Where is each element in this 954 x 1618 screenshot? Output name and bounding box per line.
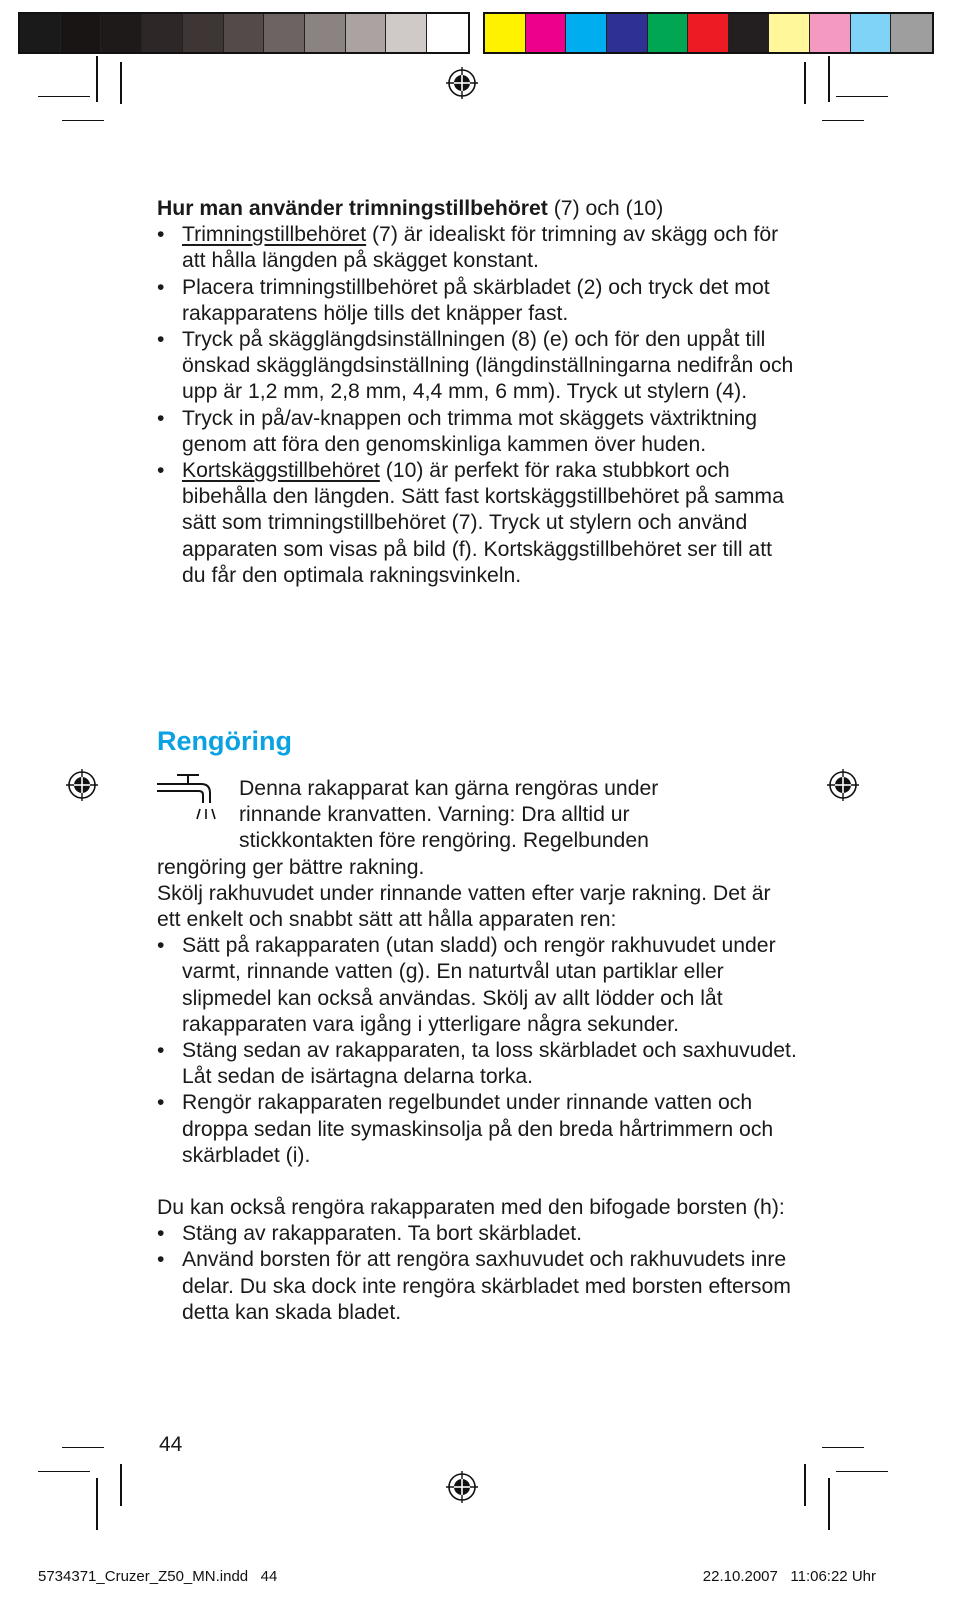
intro-line: rinnande kranvatten. Varning: Dra alltid ur bbox=[239, 803, 630, 827]
color-swatch bbox=[810, 14, 851, 52]
list-item: • Tryck på skägglängdsinställningen (8) (e) och för den uppåt till önskad skägglängdsinställning (längdinställningarna nedifrån och upp är 1,2 mm, 2,8 mm, 4,4 mm, 6 mm). Tryck ut stylern (4). bbox=[157, 327, 797, 406]
footer-file-info: 5734371_Cruzer_Z50_MN.indd 44 bbox=[38, 1568, 278, 1585]
crop-mark bbox=[38, 96, 90, 97]
trimmer-heading: Hur man använder trimningstillbehöret (7) och (10) bbox=[157, 197, 664, 220]
list-item: • Använd borsten för att rengöra saxhuvudet och rakhuvudets inre delar. Du ska dock inte rengöra skärbladet med borsten eftersom detta kan skada bladet. bbox=[157, 1247, 797, 1326]
color-swatch bbox=[386, 14, 427, 52]
trimmer-list bbox=[157, 222, 797, 589]
list-item: • Placera trimningstillbehöret på skärbladet (2) och tryck det mot rakapparatens hölje tills det knäpper fast. bbox=[157, 275, 797, 327]
list-item: • Stäng sedan av rakapparaten, ta loss skärbladet och saxhuvudet. Låt sedan de isärtagna delarna torka. bbox=[157, 1038, 797, 1090]
paragraph: Skölj rakhuvudet under rinnande vatten efter varje rakning. Det är ett enkelt och snabbt sätt att hålla apparaten ren: bbox=[157, 881, 771, 932]
cleaning-list bbox=[157, 933, 797, 1169]
crop-mark bbox=[828, 56, 830, 102]
crop-mark bbox=[828, 1478, 830, 1530]
list-item: • Stäng av rakapparaten. Ta bort skärbladet. bbox=[157, 1221, 797, 1247]
trimmer-section bbox=[157, 196, 797, 589]
registration-mark-icon bbox=[826, 768, 860, 802]
intro-line: stickkontakten före rengöring. Regelbunden bbox=[239, 829, 649, 853]
crop-mark bbox=[836, 96, 888, 97]
crop-mark bbox=[38, 1471, 90, 1472]
paragraph: Du kan också rengöra rakapparaten med den bifogade borsten (h): bbox=[157, 1196, 785, 1220]
intro-line: Denna rakapparat kan gärna rengöras under bbox=[239, 777, 659, 800]
list-item: • Rengör rakapparaten regelbundet under rinnande vatten och droppa sedan lite symaskinsolja på den breda hårtrimmern och skärbladet (i). bbox=[157, 1090, 797, 1169]
crop-mark bbox=[836, 1471, 888, 1472]
crop-mark bbox=[120, 1464, 122, 1506]
crop-mark bbox=[96, 56, 98, 102]
color-swatch bbox=[305, 14, 346, 52]
color-swatch bbox=[101, 14, 142, 52]
registration-mark-icon bbox=[445, 66, 479, 100]
color-swatch bbox=[20, 14, 61, 52]
list-item: • Trimningstillbehöret (7) är idealiskt för trimning av skägg och för att hålla längden på skägget konstant. bbox=[157, 222, 797, 274]
color-swatch bbox=[183, 14, 224, 52]
color-swatch bbox=[427, 14, 468, 52]
crop-mark bbox=[822, 120, 864, 121]
color-swatch bbox=[769, 14, 810, 52]
crop-mark bbox=[62, 120, 104, 121]
crop-mark bbox=[804, 1464, 806, 1506]
crop-mark bbox=[120, 62, 122, 104]
page-number: 44 bbox=[159, 1433, 183, 1456]
brush-list bbox=[157, 1221, 797, 1326]
footer-timestamp: 22.10.2007 11:06:22 Uhr bbox=[702, 1568, 876, 1585]
registration-mark-icon bbox=[65, 768, 99, 802]
color-swatch bbox=[264, 14, 305, 52]
section-title: Rengöring bbox=[157, 726, 292, 756]
crop-mark bbox=[96, 1478, 98, 1530]
registration-mark-icon bbox=[445, 1470, 479, 1504]
color-swatch bbox=[346, 14, 387, 52]
color-swatch bbox=[648, 14, 689, 52]
color-swatch bbox=[526, 14, 567, 52]
list-item: • Tryck in på/av-knappen och trimma mot skäggets växtriktning genom att föra den genomskinliga kammen över huden. bbox=[157, 406, 797, 458]
cleaning-section bbox=[157, 776, 797, 1326]
crop-mark bbox=[822, 1447, 864, 1448]
color-swatch bbox=[729, 14, 770, 52]
color-swatch bbox=[891, 14, 932, 52]
process-color-bar bbox=[483, 12, 934, 54]
color-swatch bbox=[851, 14, 892, 52]
spacer bbox=[157, 1169, 797, 1195]
crop-mark bbox=[62, 1447, 104, 1448]
color-swatch bbox=[142, 14, 183, 52]
intro-line: rengöring ger bättre rakning. bbox=[157, 855, 425, 879]
list-item: • Sätt på rakapparaten (utan sladd) och rengör rakhuvudet under varmt, rinnande vatten (g). En naturtvål utan partiklar eller slipmedel kan också användas. Skölj av allt lödder och låt rakapparaten vara igång i ytterligare några sekunder. bbox=[157, 933, 797, 1038]
list-item: • Kortskäggstillbehöret (10) är perfekt för raka stubbkort och bibehålla den längden. Sätt fast kortskäggstillbehöret på samma sätt som trimningstillbehöret (7). Tryck ut stylern och använd apparaten som visas på bild (f). Kortskäggstillbehöret ser till att du får den optimala rakningsvinkeln. bbox=[157, 458, 797, 589]
color-swatch bbox=[688, 14, 729, 52]
color-swatch bbox=[607, 14, 648, 52]
color-swatch bbox=[566, 14, 607, 52]
grayscale-color-bar bbox=[18, 12, 470, 54]
crop-mark bbox=[804, 62, 806, 104]
color-swatch bbox=[224, 14, 265, 52]
color-swatch bbox=[485, 14, 526, 52]
color-swatch bbox=[61, 14, 102, 52]
